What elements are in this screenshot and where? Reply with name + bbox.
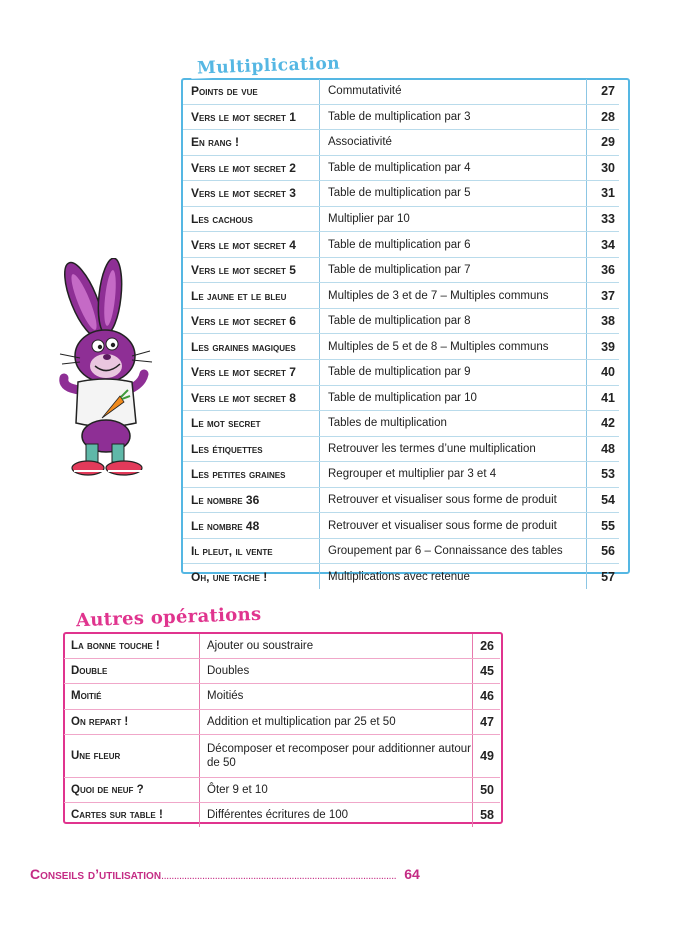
table-row[interactable] [64,734,500,777]
page-number: 34 [587,232,620,258]
activity-title: Oh, une tache ! [183,564,320,589]
activity-title: Quoi de neuf ? [64,777,200,802]
page-number: 38 [587,308,620,334]
activity-description: Moitiés [200,684,473,709]
table-row[interactable] [183,436,619,462]
footer-label: Conseils d’utilisation [30,866,162,882]
autres-operations-table [64,634,500,827]
table-row[interactable] [183,487,619,513]
activity-description: Multiples de 3 et de 7 – Multiples communs [320,283,587,309]
page-number: 36 [587,257,620,283]
activity-description: Table de multiplication par 9 [320,360,587,386]
activity-description: Retrouver les termes d’une multiplication [320,436,587,462]
page-number: 54 [587,487,620,513]
page-number: 50 [473,777,501,802]
table-row[interactable] [183,181,619,207]
activity-description: Décomposer et recomposer pour additionner autour de 50 [200,734,473,777]
table-row[interactable] [183,155,619,181]
footer-page-number: 64 [404,866,420,882]
table-row[interactable] [183,334,619,360]
page-number: 55 [587,513,620,539]
page-number: 45 [473,659,501,684]
activity-title: Vers le mot secret 5 [183,257,320,283]
activity-description: Regrouper et multiplier par 3 et 4 [320,462,587,488]
activity-title: Vers le mot secret 4 [183,232,320,258]
table-row[interactable] [183,308,619,334]
page-number: 39 [587,334,620,360]
activity-description: Multiples de 5 et de 8 – Multiples communs [320,334,587,360]
page-number: 37 [587,283,620,309]
page-number: 53 [587,462,620,488]
page-number: 28 [587,104,620,130]
activity-description: Multiplier par 10 [320,206,587,232]
multiplication-table [183,79,619,589]
page-number: 26 [473,634,501,659]
page-number: 41 [587,385,620,411]
table-row[interactable] [64,777,500,802]
activity-title: La bonne touche ! [64,634,200,659]
table-row[interactable] [183,79,619,104]
activity-description: Tables de multiplication [320,411,587,437]
page-number: 30 [587,155,620,181]
activity-title: Vers le mot secret 3 [183,181,320,207]
multiplication-section-title: Multiplication [191,53,347,78]
activity-title: Le nombre 48 [183,513,320,539]
activity-title: Une fleur [64,734,200,777]
activity-description: Commutativité [320,79,587,104]
table-row[interactable] [183,130,619,156]
table-row[interactable] [183,283,619,309]
activity-description: Multiplications avec retenue [320,564,587,589]
activity-description: Table de multiplication par 5 [320,181,587,207]
table-row[interactable] [64,634,500,659]
activity-description: Retrouver et visualiser sous forme de produit [320,487,587,513]
activity-title: Vers le mot secret 2 [183,155,320,181]
table-row[interactable] [183,462,619,488]
page-number: 46 [473,684,501,709]
activity-title: Le nombre 36 [183,487,320,513]
page-number: 57 [601,569,615,584]
activity-description: Table de multiplication par 3 [320,104,587,130]
activity-description: Ôter 9 et 10 [200,777,473,802]
activity-title: Les graines magiques [183,334,320,360]
page-number: 29 [587,130,620,156]
page-number: 49 [473,734,501,777]
page-number: 31 [587,181,620,207]
page-number: 56 [587,538,620,564]
table-row[interactable] [183,206,619,232]
activity-description: Doubles [200,659,473,684]
activity-description: Table de multiplication par 10 [320,385,587,411]
activity-title: Il pleut, il vente [183,538,320,564]
table-row[interactable] [183,257,619,283]
activity-description: Retrouver et visualiser sous forme de produit [320,513,587,539]
page-number: 42 [587,411,620,437]
activity-title: Vers le mot secret 1 [183,104,320,130]
activity-description: Associativité [320,130,587,156]
footer-dot-leader: ............................................................................................ [161,870,397,882]
activity-title: Vers le mot secret 6 [183,308,320,334]
activity-description: Groupement par 6 – Connaissance des tables [320,538,587,564]
page-number: 33 [587,206,620,232]
table-row[interactable] [64,802,500,827]
table-row[interactable] [183,232,619,258]
page-number: 40 [587,360,620,386]
table-row[interactable] [183,564,619,589]
table-row[interactable] [183,538,619,564]
activity-title: Cartes sur table ! [64,802,200,827]
activity-title: Double [64,659,200,684]
activity-title: Vers le mot secret 8 [183,385,320,411]
activity-description: Addition et multiplication par 25 et 50 [200,709,473,734]
page-number: 27 [587,79,620,104]
table-row[interactable] [64,709,500,734]
activity-description: Ajouter ou soustraire [200,634,473,659]
activity-description: Table de multiplication par 8 [320,308,587,334]
footer-conseils[interactable] [30,866,420,882]
autres-operations-section-title: Autres opérations [70,604,268,632]
table-row[interactable] [64,659,500,684]
table-row[interactable] [183,513,619,539]
activity-title: En rang ! [183,130,320,156]
activity-title: Les étiquettes [183,436,320,462]
activity-description: Table de multiplication par 6 [320,232,587,258]
activity-description: Table de multiplication par 7 [320,257,587,283]
purple-rabbit-icon [50,258,155,483]
activity-title: Moitié [64,684,200,709]
activity-title: Points de vue [183,79,320,104]
table-row[interactable] [64,684,500,709]
activity-title: Vers le mot secret 7 [183,360,320,386]
activity-title: On repart ! [64,709,200,734]
page-number: 48 [587,436,620,462]
activity-title: Le jaune et le bleu [183,283,320,309]
page-number: 58 [480,808,494,823]
table-row[interactable] [183,385,619,411]
table-row[interactable] [183,360,619,386]
activity-description: Différentes écritures de 100 [200,802,473,827]
activity-title: Les petites graines [183,462,320,488]
activity-description: Table de multiplication par 4 [320,155,587,181]
table-row[interactable] [183,104,619,130]
table-row[interactable] [183,411,619,437]
page-number: 47 [473,709,501,734]
activity-title: Les cachous [183,206,320,232]
activity-title: Le mot secret [183,411,320,437]
